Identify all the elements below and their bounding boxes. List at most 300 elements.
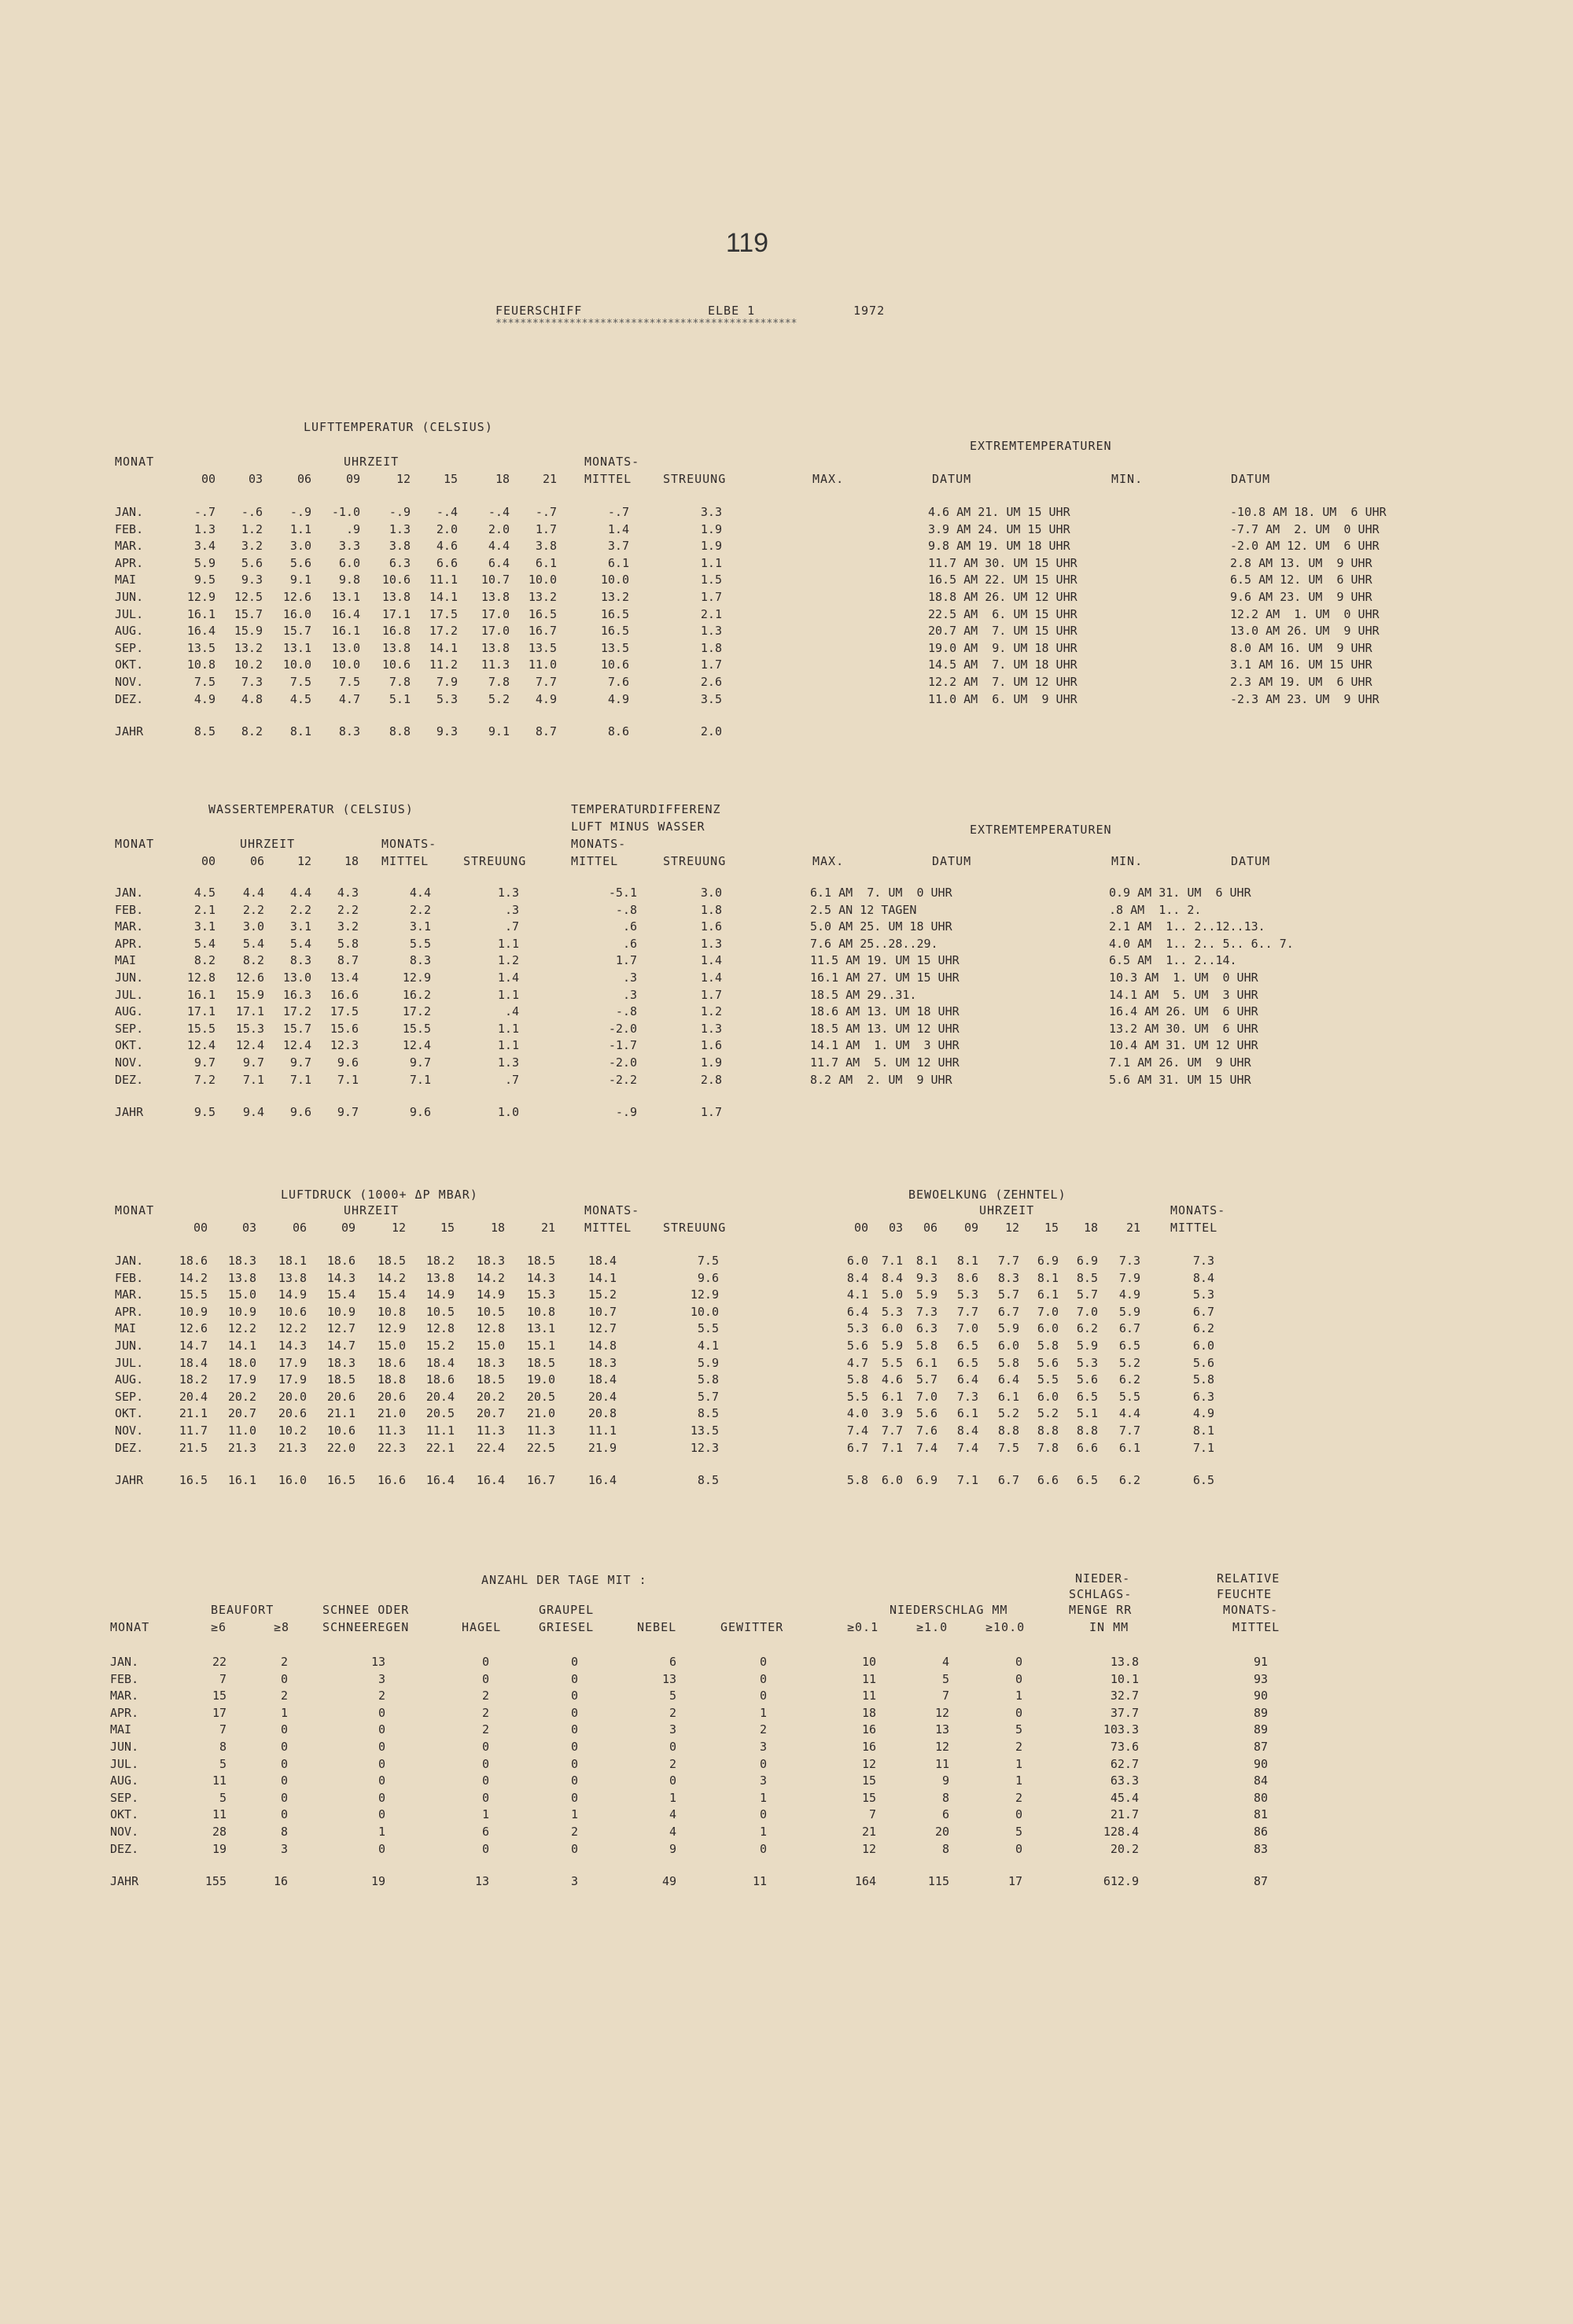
water-diff-subtitle: LUFT MINUS WASSER [571, 819, 705, 834]
cloud-cell: 6.1 [915, 1355, 938, 1370]
pressure-hour-12: 12 [391, 1221, 406, 1235]
air-max-cell: 22.5 AM 6. UM 15 UHR [928, 606, 1078, 621]
days-jahr-cell: 49 [661, 1874, 676, 1889]
days-cell: 18 [861, 1705, 876, 1720]
water-cell: 1.3 [497, 886, 519, 900]
cloud-cell: 7.1 [881, 1254, 903, 1268]
days-cell: 0 [1015, 1807, 1022, 1822]
pressure-hour-15: 15 [440, 1221, 455, 1235]
days-monat-label: MONAT [110, 1620, 150, 1634]
water-jahr-cell: 9.5 [193, 1105, 216, 1120]
days-cell: 93 [1253, 1671, 1268, 1686]
days-cell: 0 [669, 1740, 676, 1754]
air-max-cell: 9.8 AM 19. UM 18 UHR [928, 539, 1070, 554]
days-cell: 63.3 [1110, 1773, 1139, 1788]
pressure-jahr-label: JAHR [115, 1473, 144, 1488]
days-cell: 0 [570, 1773, 578, 1788]
air-cell: 17.0 [481, 606, 510, 621]
cloud-cell: 6.0 [1037, 1321, 1059, 1336]
air-cell: 13.5 [600, 640, 629, 655]
air-max-cell: 3.9 AM 24. UM 15 UHR [928, 521, 1070, 536]
cloud-cell: 5.8 [846, 1372, 868, 1387]
days-cell: 5 [219, 1790, 227, 1805]
days-cell: 0 [280, 1756, 288, 1771]
air-row-month: JAN. [115, 505, 144, 519]
days-cell: 0 [378, 1773, 385, 1788]
water-cell: -5.1 [608, 886, 637, 900]
air-min-cell: -10.8 AM 18. UM 6 UHR [1230, 505, 1387, 519]
air-cell: -.7 [607, 505, 629, 519]
pressure-cell: 20.7 [227, 1406, 256, 1421]
water-row-month: APR. [115, 936, 144, 951]
water-cell: 2.2 [289, 902, 311, 917]
days-cell: 0 [378, 1790, 385, 1805]
water-min-datum-label: DATUM [1231, 854, 1271, 868]
cloud-mittel-label: MITTEL [1170, 1221, 1218, 1235]
water-cell: .4 [504, 1004, 519, 1019]
nieder-01-label: ≥0.1 [847, 1620, 879, 1634]
days-row-month: AUG. [110, 1773, 139, 1788]
cloud-jahr-cell: 7.1 [956, 1473, 978, 1488]
water-cell: 7.1 [242, 1072, 264, 1087]
days-cell: 0 [378, 1740, 385, 1754]
days-cell: 0 [570, 1841, 578, 1856]
pressure-cell: 18.3 [476, 1355, 505, 1370]
days-cell: 8 [219, 1740, 227, 1754]
water-jahr-cell: 9.7 [337, 1105, 359, 1120]
days-cell: 12 [861, 1841, 876, 1856]
water-diff-monats-label: MONATS- [571, 837, 627, 851]
pressure-cell: 18.4 [588, 1254, 617, 1268]
pressure-cell: 15.2 [588, 1287, 617, 1302]
air-cell: 17.5 [429, 606, 458, 621]
cloud-hour-18: 18 [1083, 1221, 1098, 1235]
days-cell: 0 [481, 1773, 489, 1788]
air-max-cell: 20.7 AM 7. UM 15 UHR [928, 624, 1078, 639]
water-cell: 17.2 [402, 1004, 431, 1019]
pressure-row-month: JAN. [115, 1254, 144, 1268]
water-cell: .3 [622, 970, 637, 985]
air-cell: 7.6 [607, 675, 629, 689]
pressure-cell: 14.1 [227, 1339, 256, 1353]
cloud-cell: 5.7 [915, 1372, 938, 1387]
days-cell: 0 [669, 1773, 676, 1788]
air-cell: -.9 [389, 505, 411, 519]
pressure-jahr-cell: 16.7 [526, 1473, 555, 1488]
water-mittel-label: MITTEL [381, 854, 429, 868]
days-cell: 89 [1253, 1722, 1268, 1737]
air-cell: 17.2 [429, 624, 458, 639]
days-cell: 15 [212, 1689, 227, 1703]
cloud-cell: 8.5 [1076, 1270, 1098, 1285]
air-cell: 13.0 [331, 640, 360, 655]
air-cell: 10.2 [234, 657, 263, 672]
days-cell: 0 [1015, 1705, 1022, 1720]
pressure-jahr-cell: 16.1 [227, 1473, 256, 1488]
air-cell: -.7 [193, 505, 216, 519]
days-cell: 6 [941, 1807, 949, 1822]
pressure-cell: 18.3 [476, 1254, 505, 1268]
water-cell: 1.1 [497, 1038, 519, 1053]
air-cell: 6.1 [535, 555, 557, 570]
cloud-cell: 6.1 [1118, 1440, 1140, 1455]
days-jahr-cell: 612.9 [1103, 1874, 1139, 1889]
pressure-cell: 10.6 [278, 1304, 307, 1319]
pressure-cell: 10.9 [227, 1304, 256, 1319]
menge-label-4: IN MM [1089, 1620, 1129, 1634]
air-max-cell: 11.0 AM 6. UM 9 UHR [928, 691, 1078, 706]
water-cell: 17.1 [235, 1004, 264, 1019]
water-cell: -1.7 [608, 1038, 637, 1053]
cloud-cell: 7.3 [1192, 1254, 1214, 1268]
air-row-month: DEZ. [115, 691, 144, 706]
air-hour-09: 09 [345, 472, 360, 486]
air-cell: 5.6 [289, 555, 311, 570]
days-jahr-cell: 11 [752, 1874, 767, 1889]
days-cell: 90 [1253, 1756, 1268, 1771]
cloud-cell: 7.7 [956, 1304, 978, 1319]
pressure-cell: 11.3 [476, 1423, 505, 1438]
days-cell: 1 [378, 1825, 385, 1839]
cloud-cell: 6.9 [1076, 1254, 1098, 1268]
cloud-cell: 7.0 [915, 1389, 938, 1404]
water-jahr-cell: 1.7 [700, 1105, 722, 1120]
water-max-cell: 18.5 AM 13. UM 12 UHR [810, 1021, 960, 1036]
air-row-month: NOV. [115, 675, 144, 689]
air-hour-00: 00 [201, 472, 216, 486]
air-row-month: OKT. [115, 657, 144, 672]
days-cell: 20 [934, 1825, 949, 1839]
water-cell: 8.2 [193, 953, 216, 968]
air-min-cell: -7.7 AM 2. UM 0 UHR [1230, 521, 1380, 536]
air-jahr-cell: 9.3 [436, 724, 458, 739]
air-cell: 13.2 [234, 640, 263, 655]
cloud-cell: 6.3 [1192, 1389, 1214, 1404]
days-cell: 4 [941, 1655, 949, 1669]
water-cell: 3.0 [700, 886, 722, 900]
water-cell: .3 [622, 987, 637, 1002]
cloud-cell: 5.8 [915, 1339, 938, 1353]
days-cell: 62.7 [1110, 1756, 1139, 1771]
air-cell: 1.7 [535, 521, 557, 536]
cloud-cell: 5.7 [997, 1287, 1019, 1302]
water-jahr-cell: 1.0 [497, 1105, 519, 1120]
air-streuung-label: STREUUNG [663, 472, 727, 486]
pressure-cell: 20.8 [588, 1406, 617, 1421]
pressure-cell: 18.1 [278, 1254, 307, 1268]
pressure-cell: 20.7 [476, 1406, 505, 1421]
pressure-cell: 18.5 [476, 1372, 505, 1387]
days-cell: 0 [1015, 1671, 1022, 1686]
water-cell: 4.4 [242, 886, 264, 900]
days-count-section [0, 1571, 1573, 1902]
cloud-cell: 5.1 [1076, 1406, 1098, 1421]
air-cell: 4.8 [241, 691, 263, 706]
pressure-cell: 12.9 [377, 1321, 406, 1336]
days-cell: 0 [378, 1841, 385, 1856]
days-jahr-cell: 3 [570, 1874, 578, 1889]
days-cell: 28 [212, 1825, 227, 1839]
air-cell: 5.2 [488, 691, 510, 706]
water-uhrzeit-label: UHRZEIT [240, 837, 296, 851]
air-cell: 7.5 [338, 675, 360, 689]
pressure-cell: 15.3 [526, 1287, 555, 1302]
air-cell: 16.5 [600, 606, 629, 621]
air-cell: 13.8 [481, 640, 510, 655]
pressure-hour-18: 18 [490, 1221, 505, 1235]
cloud-cell: 6.1 [997, 1389, 1019, 1404]
days-cell: 45.4 [1110, 1790, 1139, 1805]
water-diff-mittel-label: MITTEL [571, 854, 619, 868]
niederschlag-label: NIEDERSCHLAG MM [890, 1603, 1008, 1617]
days-cell: 9 [941, 1773, 949, 1788]
air-cell: 6.6 [436, 555, 458, 570]
water-jahr-cell: 9.6 [409, 1105, 431, 1120]
pressure-cell: 20.5 [425, 1406, 455, 1421]
water-cell: 16.6 [330, 987, 359, 1002]
water-cell: 1.2 [497, 953, 519, 968]
cloud-hour-21: 21 [1125, 1221, 1140, 1235]
water-max-cell: 11.5 AM 19. UM 15 UHR [810, 953, 960, 968]
air-cell: 1.4 [607, 521, 629, 536]
days-cell: 22 [212, 1655, 227, 1669]
water-cell: 15.7 [282, 1021, 311, 1036]
header-year: 1972 [853, 304, 886, 318]
pressure-row-month: DEZ. [115, 1440, 144, 1455]
air-jahr-cell: 8.8 [389, 724, 411, 739]
feuchte-label-1: RELATIVE [1217, 1571, 1280, 1586]
air-cell: 3.3 [338, 539, 360, 554]
cloud-cell: 6.5 [956, 1355, 978, 1370]
schnee-label-2: SCHNEEREGEN [322, 1620, 410, 1634]
air-cell: 7.8 [488, 675, 510, 689]
water-cell: 9.6 [337, 1055, 359, 1070]
air-cell: 16.5 [600, 624, 629, 639]
days-cell: 2 [669, 1756, 676, 1771]
days-row-month: JUL. [110, 1756, 139, 1771]
air-hour-12: 12 [396, 472, 411, 486]
cloud-cell: 7.4 [846, 1423, 868, 1438]
days-cell: 0 [759, 1841, 767, 1856]
days-cell: 21.7 [1110, 1807, 1139, 1822]
cloud-cell: 4.4 [1118, 1406, 1140, 1421]
air-cell: 1.1 [289, 521, 311, 536]
days-cell: 0 [570, 1722, 578, 1737]
pressure-cell: 10.8 [377, 1304, 406, 1319]
days-cell: 1 [1015, 1773, 1022, 1788]
cloud-cell: 5.2 [1118, 1355, 1140, 1370]
water-cell: 1.3 [700, 936, 722, 951]
pressure-cell: 17.9 [278, 1355, 307, 1370]
air-cell: 4.9 [607, 691, 629, 706]
feuchte-label-2: FEUCHTE [1217, 1587, 1273, 1601]
air-cell: 16.1 [186, 606, 216, 621]
water-cell: 7.2 [193, 1072, 216, 1087]
water-max-cell: 11.7 AM 5. UM 12 UHR [810, 1055, 960, 1070]
pressure-cell: 13.1 [526, 1321, 555, 1336]
water-cell: 5.4 [193, 936, 216, 951]
pressure-row-month: MAR. [115, 1287, 144, 1302]
air-max-cell: 19.0 AM 9. UM 18 UHR [928, 640, 1078, 655]
air-cell: 5.3 [436, 691, 458, 706]
air-cell: 1.3 [700, 624, 722, 639]
days-cell: 3 [280, 1841, 288, 1856]
pressure-cell: 10.7 [588, 1304, 617, 1319]
cloud-cell: 5.6 [1037, 1355, 1059, 1370]
water-cell: .7 [504, 1072, 519, 1087]
water-max-cell: 2.5 AN 12 TAGEN [810, 902, 917, 917]
days-cell: 7 [941, 1689, 949, 1703]
days-cell: 73.6 [1110, 1740, 1139, 1754]
air-uhrzeit-label: UHRZEIT [344, 455, 400, 469]
air-cell: -1.0 [331, 505, 360, 519]
pressure-jahr-cell: 16.0 [278, 1473, 307, 1488]
cloud-cell: 6.6 [1076, 1440, 1098, 1455]
water-cell: 4.4 [289, 886, 311, 900]
cloud-cell: 6.7 [846, 1440, 868, 1455]
water-cell: 2.2 [337, 902, 359, 917]
cloud-cell: 6.5 [1076, 1389, 1098, 1404]
cloud-cell: 5.8 [997, 1355, 1019, 1370]
days-cell: 0 [1015, 1655, 1022, 1669]
pressure-cell: 17.9 [227, 1372, 256, 1387]
air-cell: 10.6 [381, 573, 411, 587]
cloud-jahr-cell: 6.2 [1118, 1473, 1140, 1488]
pressure-cell: 15.5 [179, 1287, 208, 1302]
pressure-cell: 19.0 [526, 1372, 555, 1387]
air-cell: 11.0 [528, 657, 557, 672]
days-cell: 103.3 [1103, 1722, 1139, 1737]
cloud-cell: 5.3 [1076, 1355, 1098, 1370]
air-cell: 13.2 [600, 590, 629, 604]
days-cell: 0 [280, 1671, 288, 1686]
cloud-cell: 6.4 [846, 1304, 868, 1319]
water-min-cell: 0.9 AM 31. UM 6 UHR [1109, 886, 1251, 900]
pressure-cell: 12.9 [690, 1287, 719, 1302]
cloud-cell: 6.5 [956, 1339, 978, 1353]
cloud-cell: 7.6 [915, 1423, 938, 1438]
water-cell: 3.2 [337, 919, 359, 934]
days-cell: 13 [661, 1671, 676, 1686]
water-temperature-section [0, 802, 1573, 1133]
pressure-cell: 8.5 [697, 1406, 719, 1421]
days-cell: 5 [1015, 1722, 1022, 1737]
pressure-cell: 21.0 [526, 1406, 555, 1421]
cloud-cell: 8.3 [997, 1270, 1019, 1285]
cloud-cell: 8.4 [881, 1270, 903, 1285]
air-jahr-cell: 2.0 [700, 724, 722, 739]
pressure-cell: 11.1 [588, 1423, 617, 1438]
water-cell: 15.3 [235, 1021, 264, 1036]
pressure-cell: 12.2 [278, 1321, 307, 1336]
cloud-cell: 8.8 [997, 1423, 1019, 1438]
days-cell: 0 [481, 1671, 489, 1686]
cloud-cell: 4.7 [846, 1355, 868, 1370]
days-cell: 2 [759, 1722, 767, 1737]
air-jahr-cell: 8.6 [607, 724, 629, 739]
water-cell: 2.2 [409, 902, 431, 917]
graupel-label-2: GRIESEL [539, 1620, 595, 1634]
pressure-row-month: JUL. [115, 1355, 144, 1370]
cloud-cell: 6.2 [1118, 1372, 1140, 1387]
air-cell: 1.3 [193, 521, 216, 536]
cloud-cell: 5.5 [881, 1355, 903, 1370]
cloud-hour-15: 15 [1044, 1221, 1059, 1235]
cloud-cell: 7.7 [997, 1254, 1019, 1268]
water-cell: 5.8 [337, 936, 359, 951]
days-row-month: SEP. [110, 1790, 139, 1805]
pressure-cell: 10.9 [326, 1304, 355, 1319]
beaufort-6-label: ≥6 [211, 1620, 227, 1634]
header-ship: FEUERSCHIFF [495, 304, 583, 318]
days-jahr-label: JAHR [110, 1874, 139, 1889]
days-cell: 11 [934, 1756, 949, 1771]
pressure-cell: 15.4 [377, 1287, 406, 1302]
cloud-cell: 5.7 [1076, 1287, 1098, 1302]
days-cell: 5 [1015, 1825, 1022, 1839]
graupel-label-1: GRAUPEL [539, 1603, 595, 1617]
pressure-cell: 5.7 [697, 1389, 719, 1404]
air-cell: 12.6 [282, 590, 311, 604]
air-cell: 3.3 [700, 505, 722, 519]
days-cell: 32.7 [1110, 1689, 1139, 1703]
days-cell: 13 [370, 1655, 385, 1669]
pressure-hour-09: 09 [341, 1221, 355, 1235]
cloud-cell: 5.0 [881, 1287, 903, 1302]
cloud-cell: 5.6 [1076, 1372, 1098, 1387]
pressure-cell: 11.3 [377, 1423, 406, 1438]
water-cell: 17.5 [330, 1004, 359, 1019]
cloud-cell: 7.7 [881, 1423, 903, 1438]
water-cell: 3.1 [193, 919, 216, 934]
cloud-cell: 5.9 [1076, 1339, 1098, 1353]
pressure-jahr-cell: 16.4 [425, 1473, 455, 1488]
air-row-month: MAI [115, 573, 137, 587]
water-cell: 9.7 [409, 1055, 431, 1070]
cloud-cell: 7.3 [956, 1389, 978, 1404]
air-cell: 13.8 [381, 590, 411, 604]
days-cell: 0 [1015, 1841, 1022, 1856]
pressure-cell: 12.6 [179, 1321, 208, 1336]
days-cell: 0 [759, 1756, 767, 1771]
pressure-row-month: OKT. [115, 1406, 144, 1421]
days-cell: 7 [868, 1807, 876, 1822]
pressure-cell: 5.8 [697, 1372, 719, 1387]
days-cell: 6 [481, 1825, 489, 1839]
pressure-streuung-label: STREUUNG [663, 1221, 727, 1235]
pressure-cell: 13.8 [278, 1270, 307, 1285]
days-cell: 91 [1253, 1655, 1268, 1669]
water-cell: 4.3 [337, 886, 359, 900]
cloud-monats-label: MONATS- [1170, 1203, 1226, 1217]
air-cell: 5.1 [389, 691, 411, 706]
days-cell: 11 [861, 1671, 876, 1686]
hagel-label: HAGEL [462, 1620, 502, 1634]
water-cell: .6 [622, 919, 637, 934]
water-cell: 1.4 [497, 970, 519, 985]
feuchte-label-4: MITTEL [1232, 1620, 1280, 1634]
pressure-cell: 9.6 [697, 1270, 719, 1285]
water-cell: 3.1 [289, 919, 311, 934]
days-cell: 11 [861, 1689, 876, 1703]
days-cell: 1 [570, 1807, 578, 1822]
days-cell: 0 [481, 1841, 489, 1856]
cloud-jahr-cell: 6.6 [1037, 1473, 1059, 1488]
days-cell: 1 [759, 1790, 767, 1805]
water-cell: 13.4 [330, 970, 359, 985]
days-cell: 13 [934, 1722, 949, 1737]
days-cell: 0 [759, 1689, 767, 1703]
